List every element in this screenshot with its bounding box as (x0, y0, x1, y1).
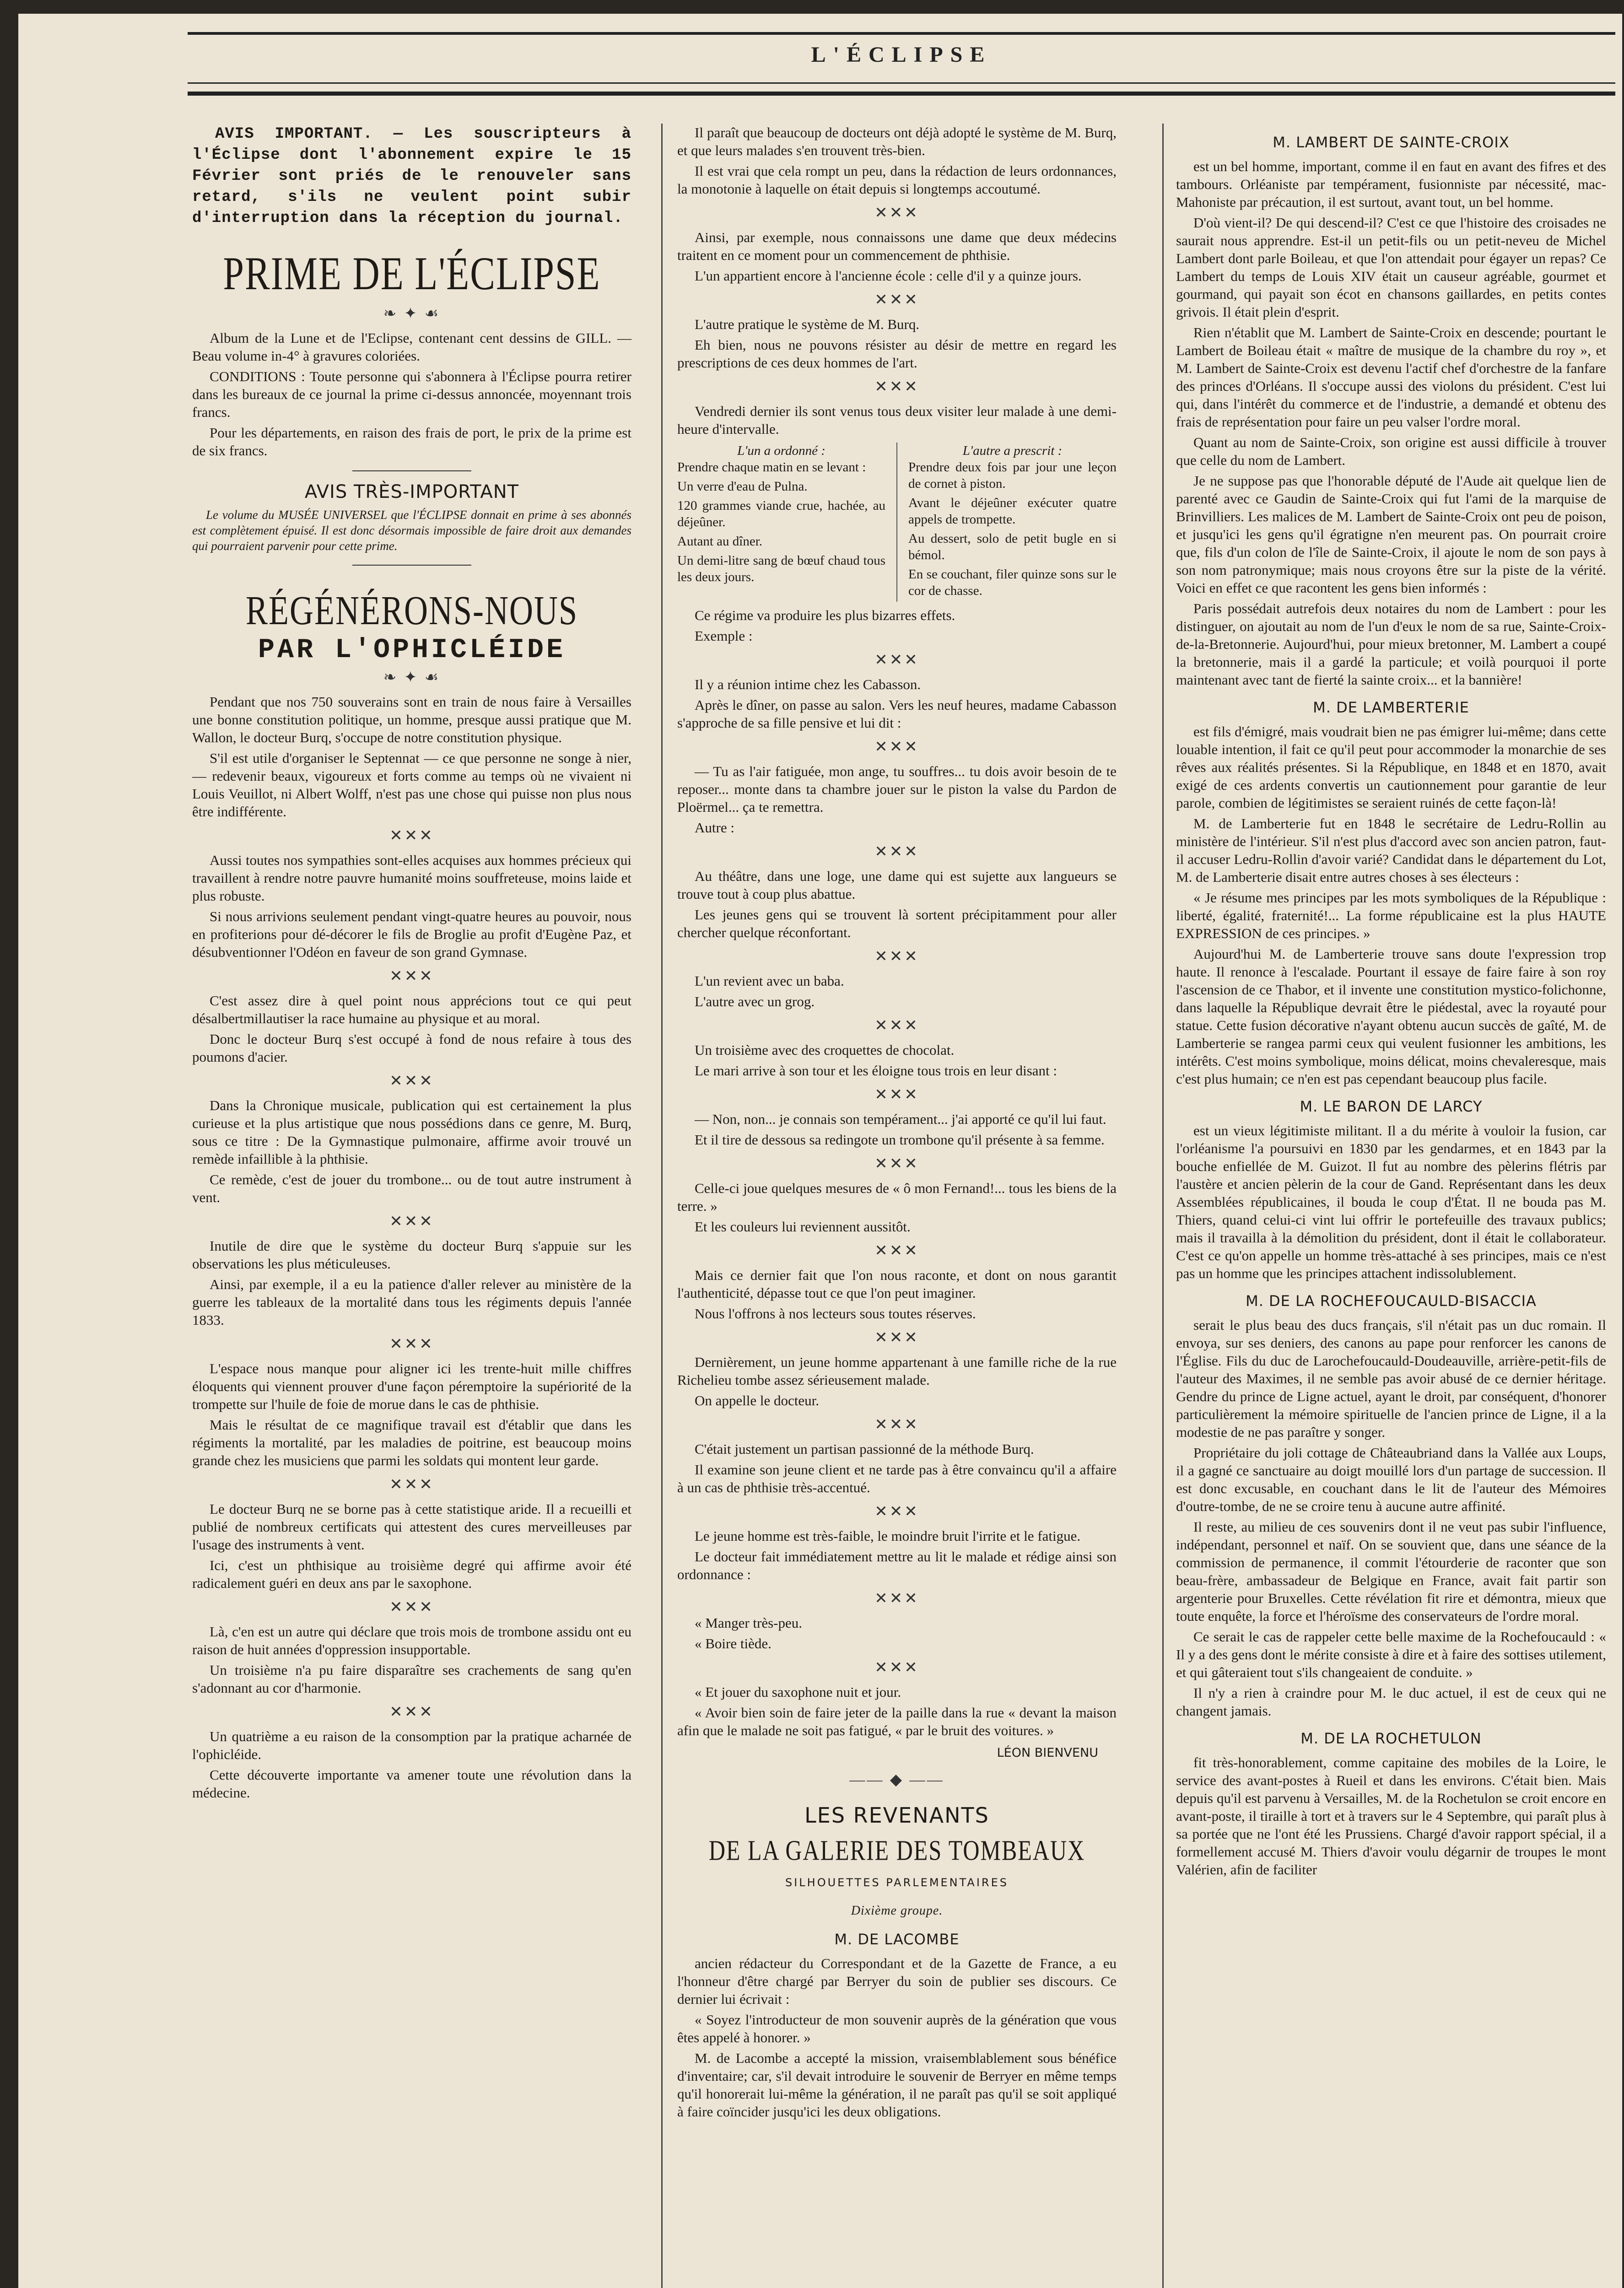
lacombe-heading: M. DE LACOMBE (834, 1931, 960, 1948)
paragraph: Le docteur Burq ne se borne pas à cette statistique aride. Il a recueilli et publié de nombreux certificats qui attestent des cures merveilleuses par l'usage des instruments à vent. (192, 1501, 631, 1553)
paragraph: L'autre avec un grog. (695, 993, 815, 1009)
paragraph: Là, c'en est un autre qui déclare que trois mois de trombone assidu ont eu raison de huit années d'oppression insupportable. (192, 1624, 631, 1657)
masthead (188, 32, 1615, 110)
prescription-item: Un demi-litre sang de bœuf chaud tous les deux jours. (677, 553, 885, 584)
prescriptions-table (677, 442, 1117, 602)
prescription-right-heading: L'autre a prescrit : (962, 443, 1063, 458)
prescription-left-heading: L'un a ordonné : (737, 443, 825, 458)
paragraph: L'espace nous manque pour aligner ici les trente-huit mille chiffres éloquents qui viennent prouver d'une façon péremptoire la supériorité de la trompette sur l'huile de foie de morue dans le cas de phthisie. (192, 1360, 631, 1412)
separator-ornament: ✕✕✕ (874, 291, 919, 308)
column-divider (661, 124, 663, 2288)
separator-ornament: ✕✕✕ (874, 739, 919, 755)
paragraph: Au théâtre, dans une loge, une dame qui est sujette aux langueurs se trouve tout à coup plus abattue. (677, 868, 1117, 902)
prescription-item: Avant le déjeûner exécuter quatre appels de trompette. (908, 496, 1117, 527)
article-body-continued (677, 124, 1117, 438)
paragraph: Il n'y a rien à craindre pour M. le duc actuel, il est de ceux qui ne changent jamais. (1176, 1685, 1606, 1719)
prescription-item: Prendre chaque matin en se levant : (677, 460, 866, 475)
paragraph: Un troisième avec des croquettes de chocolat. (695, 1042, 955, 1058)
paragraph: Il examine son jeune client et ne tarde pas à être convaincu qu'il a affaire à un cas de phthisie très-accentué. (677, 1462, 1117, 1495)
paragraph: « Avoir bien soin de faire jeter de la paille dans la rue « devant la maison afin que le malade ne soit pas fatigué, « par le bruit des voitures. » (677, 1705, 1117, 1738)
paragraph: Le docteur fait immédiatement mettre au lit le malade et rédige ainsi son ordonnance : (677, 1549, 1117, 1582)
article-body (192, 693, 631, 1802)
paragraph: ancien rédacteur du Correspondant et de la Gazette de France, a eu l'honneur d'être chargé par Berryer du soin de publier ses discours. Ce dernier lui écrivait : (677, 1955, 1117, 2007)
paragraph: Et il tire de dessous sa redingote un trombone qu'il présente à sa femme. (695, 1132, 1105, 1148)
paragraph: est fils d'émigré, mais voudrait bien ne pas émigrer lui-même; dans cette louable intention, il fait ce qu'il peut pour accommoder la monarchie de ses rêves aux réalités présentes. Si la République, en 1848 et en 1870, avait exigé de ces ardents convertis un cautionnement pour garantie de leur parole, combien de légitimistes se seraient ruinés de cette façon-là! (1176, 723, 1606, 811)
paragraph: Il reste, au milieu de ces souvenirs dont il ne veut pas subir l'influence, indépendant, personnel et naïf. On se souvient que, dans une séance de la commission de permanence, il commit l'étourderie de raconter que son beau-frère, ambassadeur de Belgique en France, avait fait partir son argenterie pour Bruxelles. Cette révélation fit rire et démontra, mieux que toute enquête, la force et l'héroïsme des conservateurs de l'ordre moral. (1176, 1519, 1606, 1624)
paragraph: « Soyez l'introducteur de mon souvenir auprès de la génération que vous êtes appelé à honorer. » (677, 2012, 1117, 2045)
paragraph: Après le dîner, on passe au salon. Vers les neuf heures, madame Cabasson s'approche de sa fille pensive et lui dit : (677, 697, 1117, 731)
paragraph: Le mari arrive à son tour et les éloigne tous trois en leur disant : (695, 1063, 1057, 1079)
silhouettes-label: SILHOUETTES PARLEMENTAIRES (785, 1876, 1009, 1889)
author-signature: LÉON BIENVENU (997, 1746, 1098, 1760)
paragraph: Rien n'établit que M. Lambert de Sainte-Croix en descende; pourtant le Lambert de Boileau était « maître de musique de la chambre du roy », et M. Lambert de Sainte-Croix est devenu l'actif chef d'orchestre de la fanfare des princes d'Orléans. Il s'occupe aussi des violons du président. C'est lui qui, dans l'intérêt du commerce et de l'industrie, a demandé et obtenu des frais de représentation pour faire un peu valser l'ordre moral. (1176, 324, 1606, 430)
paragraph: Eh bien, nous ne pouvons résister au désir de mettre en regard les prescriptions de ces deux hommes de l'art. (677, 337, 1117, 371)
paragraph: Donc le docteur Burq s'est occupé à fond de nous refaire à tous des poumons d'acier. (192, 1031, 631, 1065)
prescription-item: Au dessert, solo de petit bugle en si bémol. (908, 531, 1117, 562)
separator-ornament: ✕✕✕ (874, 1155, 919, 1172)
article-title: RÉGÉNÉRONS-NOUS (245, 588, 578, 633)
paragraph: Il est vrai que cela rompt un peu, dans la rédaction de leurs ordonnances, la monotonie à laquelle on était depuis si longtemps accoutumé. (677, 163, 1117, 197)
column-divider (1162, 124, 1164, 2288)
portraits (1176, 133, 1606, 1878)
paragraph: Nous l'offrons à nos lecteurs sous toutes réserves. (695, 1306, 976, 1322)
paragraph: « Manger très-peu. (695, 1615, 802, 1631)
paragraph: Quant au nom de Sainte-Croix, son origine est aussi difficile à trouver que celle du nom de Lambert. (1176, 434, 1606, 468)
paragraph: S'il est utile d'organiser le Septennat — ce que personne ne songe à nier, — redevenir beaux, vigoureux et forts comme au temps où ne vivaient ni Louis Veuillot, ni Albert Wolff, n'est pas une chose qui puisse non plus nous être indifférente. (192, 750, 631, 820)
paragraph: M. de Lacombe a accepté la mission, vraisemblablement sous bénéfice d'inventaire; car, s'il devait introduire le souvenir de Berryer en même temps qu'il honorerait lui-même la génération, il ne paraît pas qu'il se soit appliqué à faire coïncider jusqu'ici les deux obligations. (677, 2050, 1117, 2120)
paragraph: — Non, non... je connais son tempérament... j'ai apporté ce qu'il lui faut. (695, 1111, 1106, 1127)
separator-ornament: ✕✕✕ (874, 1086, 919, 1103)
separator-ornament: ✕✕✕ (874, 1659, 919, 1676)
paragraph: Et les couleurs lui reviennent aussitôt. (695, 1219, 911, 1235)
paragraph: Inutile de dire que le système du docteur Burq s'appuie sur les observations les plus méticuleuses. (192, 1238, 631, 1272)
avis-text: Le volume du MUSÉE UNIVERSEL que l'ÉCLIPSE donnait en prime à ses abonnés est complètement épuisé. Il est donc désormais impossible de faire droit aux demandes qui pourraient parvenir pour cette prime. (192, 508, 631, 553)
separator-ornament: ✕✕✕ (389, 968, 434, 985)
paragraph: Un quatrième a eu raison de la consomption par la pratique acharnée de l'ophicléide. (192, 1728, 631, 1762)
avis-title: AVIS TRÈS-IMPORTANT (304, 481, 519, 502)
paragraph: Il y a réunion intime chez les Cabasson. (695, 676, 921, 692)
separator-ornament: ✕✕✕ (874, 843, 919, 860)
paragraph: Ce régime va produire les plus bizarres effets. (695, 607, 955, 623)
portrait-heading: M. LAMBERT DE SAINTE-CROIX (1273, 134, 1510, 151)
paragraph: C'était justement un partisan passionné de la méthode Burq. (695, 1441, 1034, 1457)
paragraph: Ainsi, par exemple, il a eu la patience d'aller relever au ministère de la guerre les tableaux de la mortalité dans tous les régiments depuis l'année 1833. (192, 1276, 631, 1328)
divider (352, 565, 471, 566)
separator-ornament: ✕✕✕ (389, 1213, 434, 1230)
portrait-heading: M. DE LA ROCHETULON (1300, 1730, 1482, 1747)
separator-ornament: ✕✕✕ (874, 1503, 919, 1520)
revenants-subtitle: DE LA GALERIE DES TOMBEAUX (708, 1834, 1085, 1866)
paragraph: est un vieux légitimiste militant. Il a du mérite à vouloir la fusion, car l'orléanisme l'a poursuivi en 1830 par les gendarmes, et en 1843 par la bouche enfiellée de M. Guizot. Il fut au nombre des pèlerins flétris par l'austère et ancien pèlerin de la cour de Gand. Représentant dans les deux Assemblées républicaines, il bouda le coup d'État. Il ne bouda pas M. Thiers, quand celui-ci vint lui offrir le portefeuille des travaux publics; mais il travailla à la démolition du président, dont il était le collaborateur. C'est ce qu'on appelle un homme très-attaché à ses principes, mais ce n'est pas un homme que les principes attachent indissolublement. (1176, 1122, 1606, 1281)
paragraph: Un troisième n'a pu faire disparaître ses crachements de sang qu'en s'adonnant au cor d'harmonie. (192, 1662, 631, 1696)
separator-ornament: ✕✕✕ (874, 652, 919, 669)
paragraph: Ce remède, c'est de jouer du trombone... ou de tout autre instrument à vent. (192, 1171, 631, 1205)
prescription-item: En se couchant, filer quinze sons sur le cor de chasse. (908, 567, 1117, 598)
separator-ornament: ✕✕✕ (389, 1073, 434, 1090)
masthead-rule (188, 92, 1615, 96)
paragraph: Ici, c'est un phthisique au troisième degré qui affirme avoir été radicalement guéri en deux ans par le saxophone. (192, 1557, 631, 1591)
separator-ornament: ✕✕✕ (389, 1476, 434, 1493)
paragraph: Il paraît que beaucoup de docteurs ont déjà adopté le système de M. Burq, et que leurs malades s'en trouvent très-bien. (677, 124, 1117, 158)
paragraph: M. de Lamberterie fut en 1848 le secrétaire de Ledru-Rollin au ministère de l'intérieur. S'il n'est plus d'accord avec son ancien patron, faut-il accuser Ledru-Rollin d'avoir varié? Candidat dans le département du Lot, M. de Lamberterie disait entre autres choses à ses électeurs : (1176, 815, 1606, 885)
paragraph: serait le plus beau des ducs français, s'il n'était pas un duc romain. Il envoya, sur ses deniers, des canons au pape pour renforcer les canons de l'Église. Fils du duc de Larochefoucauld-Doudeauville, arrière-petit-fils de l'auteur des Maximes, il ne semble pas avoir abusé de ce dernier héritage. Gendre du prince de Ligne actuel, ayant le droit, par conséquent, d'honorer particulièrement la mémoire spirituelle de l'ancien prince de Ligne, il a la modestie de ne pas paraître y songer. (1176, 1317, 1606, 1440)
paragraph: Si nous arrivions seulement pendant vingt-quatre heures au pouvoir, nous en profiterions pour dé-décorer le fils de Broglie au profit d'Eugène Paz, et désubventionner l'Odéon en faveur de son grand Gymnase. (192, 908, 631, 960)
paragraph: Mais ce dernier fait que l'on nous raconte, et dont on nous garantit l'authenticité, dépasse tout ce que l'on peut imaginer. (677, 1267, 1117, 1301)
column-1 (192, 124, 631, 1804)
article-body-continued (677, 606, 1117, 1739)
column-3 (1176, 124, 1606, 1881)
paragraph: Exemple : (695, 628, 753, 644)
separator-ornament: ✕✕✕ (389, 1599, 434, 1616)
ornament: —— ◆ —— (849, 1771, 944, 1788)
portrait-heading: M. LE BARON DE LARCY (1300, 1098, 1483, 1115)
separator-ornament: ✕✕✕ (874, 1017, 919, 1034)
subscription-notice: AVIS IMPORTANT. — Les souscripteurs à l'Éclipse dont l'abonnement expire le 15 Février sont priés de le renouveler sans retard, s'ils ne veulent point subir d'interruption dans la réception du journal. (192, 125, 631, 227)
album-text: Album de la Lune et de l'Eclipse, contenant cent dessins de GILL. — Beau volume in-4° à gravures coloriées. (192, 330, 631, 364)
paragraph: C'est assez dire à quel point nous apprécions tout ce qui peut désalbertmillautiser la race humaine au physique et au moral. (192, 993, 631, 1026)
prescription-right (908, 442, 1117, 602)
paragraph: Le jeune homme est très-faible, le moindre bruit l'irrite et le fatigue. (695, 1528, 1081, 1544)
paragraph: Dans la Chronique musicale, publication qui est certainement la plus curieuse et la plus artistique que nous possédions dans ce genre, M. Burq, sous ce titre : De la Gymnastique pulmonaire, affirme avoir trouvé un remède infaillible à la phthisie. (192, 1097, 631, 1167)
ornament: ❧ ✦ ☙ (383, 305, 441, 322)
prime-title: PRIME DE L'ÉCLIPSE (223, 247, 601, 300)
departements-text: Pour les départements, en raison des frais de port, le prix de la prime est de six francs. (192, 425, 631, 459)
masthead-rule (188, 32, 1615, 35)
portrait-heading: M. DE LA ROCHEFOUCAULD-BISACCIA (1246, 1292, 1537, 1310)
paragraph: Je ne suppose pas que l'honorable député de l'Aude ait quelque lien de parenté avec ce Gaudin de Sainte-Croix qui fut l'ami de la marquise de Brinvilliers. Les malices de M. Lambert de Sainte-Croix ont peu de poison, et jusqu'ici les gens qu'il égratigne n'en meurent pas. On pourrait croire que, fils d'un colon de l'île de Sainte-Croix, il ajoute le nom de son pays à son nom patronymique; mais nous croyons être sur la piste de la vérité. Voici en effet ce que racontent les gens bien informés : (1176, 473, 1606, 596)
lacombe-text (677, 1954, 1117, 2121)
separator-ornament: ✕✕✕ (389, 1336, 434, 1353)
separator-ornament: ✕✕✕ (874, 1329, 919, 1346)
prescription-item: Un verre d'eau de Pulna. (677, 479, 808, 494)
column-2 (677, 124, 1117, 2123)
conditions-text: CONDITIONS : Toute personne qui s'abonnera à l'Éclipse pourra retirer dans les bureaux de ce journal la prime ci-dessus annoncée, moyennant trois francs. (192, 368, 631, 420)
paragraph: Paris possédait autrefois deux notaires du nom de Lambert : pour les distinguer, on ajoutait au nom de l'un d'eux le nom de sa rue, Sainte-Croix-de-la-Bretonnerie. Aujourd'hui, pour mieux bretonner, M. Lambert a coupé la bretonnerie, mais il a gardé la particule; et voilà pourquoi il porte maintenant avec tant de fierté la sainte croix... et la bannière! (1176, 600, 1606, 688)
paragraph: Les jeunes gens qui se trouvent là sortent précipitamment pour aller chercher quelque réconfortant. (677, 907, 1117, 940)
paragraph: est un bel homme, important, comme il en faut en avant des fifres et des tambours. Orléaniste par tempérament, fusionniste par nécessité, mac-Mahoniste par précaution, il est surtout, avant tout, un bel homme. (1176, 158, 1606, 210)
paragraph: On appelle le docteur. (695, 1392, 820, 1408)
separator-ornament: ✕✕✕ (874, 1242, 919, 1259)
separator-ornament: ✕✕✕ (389, 1704, 434, 1721)
paragraph: Aussi toutes nos sympathies sont-elles acquises aux hommes précieux qui travaillent à rendre notre pauvre humanité moins souffreteuse, moins laide et plus robuste. (192, 852, 631, 904)
paragraph: L'un appartient encore à l'ancienne école : celle d'il y a quinze jours. (695, 268, 1082, 284)
paragraph: fit très-honorablement, comme capitaine des mobiles de la Loire, le service des avant-postes à Rueil et dans les environs. C'était bien. Mais depuis qu'il est parvenu à Versailles, M. de la Rochetulon se croit encore en avant-poste, il tiraille à tort et à travers sur le 4 Septembre, qui paraît plus à sa portée que ne l'ont été les Prussiens. Chargé d'avoir rapport spécial, il a formellement accusé M. Thiers d'avoir voulu dégarnir de troupes le mont Valérien, afin de faciliter (1176, 1754, 1606, 1878)
paragraph: Ce serait le cas de rappeler cette belle maxime de la Rochefoucauld : « Il y a des gens dont le mérite consiste à dire et à faire des sottises utilement, et qui gâteraient tout s'ils changeaient de conduite. » (1176, 1629, 1606, 1680)
portrait-heading: M. DE LAMBERTERIE (1313, 699, 1469, 716)
ornament: ❧ ✦ ☙ (383, 669, 441, 686)
paragraph: Aujourd'hui M. de Lamberterie trouve sans doute l'expression trop haute. Il renonce à l'escalade. Pourtant il essaye de faire faire à son roy l'ascension de ce Thabor, et il invente une constitution mystico-folichonne, dans laquelle la République devrait être le piédestal, avec la royauté pour statue. Cette fusion décorative n'ayant obtenu aucun succès de gaîté, M. de Lamberterie se rangea parmi ceux qui veulent fusionner les ambitions, les intérêts. C'est moins symbolique, moins délicat, moins chevaleresque, mais c'est plus humain; ce n'en est pas cependant beaucoup plus facile. (1176, 946, 1606, 1087)
paragraph: D'où vient-il? De qui descend-il? C'est ce que l'histoire des croisades ne saurait nous apprendre. Est-il un petit-fils ou un petit-neveu de Michel Lambert dont parle Boileau, et que l'on attendait pour égayer un repas? Ce Lambert du temps de Louis XIV était un causeur agréable, gourmet et gourmand, qui payait son écot en chansons gaillardes, en petits contes grivois. Il était plein d'esprit. (1176, 215, 1606, 320)
separator-ornament: ✕✕✕ (389, 827, 434, 844)
paragraph: « Je résume mes principes par les mots symboliques de la République : liberté, égalité, fraternité!... La forme républicaine est la plus HAUTE EXPRESSION de ces principes. » (1176, 890, 1606, 941)
separator-ornament: ✕✕✕ (874, 1590, 919, 1607)
newspaper-page (18, 14, 1622, 2288)
paragraph: Dernièrement, un jeune homme appartenant à une famille riche de la rue Richelieu tombe assez sérieusement malade. (677, 1354, 1117, 1388)
revenants-title: LES REVENANTS (804, 1803, 989, 1828)
divider (352, 470, 471, 471)
prescription-item: Autant au dîner. (677, 534, 763, 549)
masthead-rule (188, 82, 1615, 84)
paragraph: L'un revient avec un baba. (695, 973, 844, 989)
separator-ornament: ✕✕✕ (874, 948, 919, 965)
separator-ornament: ✕✕✕ (874, 1416, 919, 1433)
paragraph: « Et jouer du saxophone nuit et jour. (695, 1684, 901, 1700)
article-subtitle: PAR L'OPHICLÉIDE (258, 635, 566, 666)
groupe-label: Dixième groupe. (851, 1904, 943, 1918)
masthead-title: L'ÉCLIPSE (811, 43, 992, 67)
separator-ornament: ✕✕✕ (874, 378, 919, 395)
prescription-divider (896, 442, 897, 602)
paragraph: Ainsi, par exemple, nous connaissons une dame que deux médecins traitent en ce moment pour un commencement de phthisie. (677, 229, 1117, 263)
paragraph: Cette découverte importante va amener toute une révolution dans la médecine. (192, 1767, 631, 1801)
paragraph: Autre : (695, 820, 734, 836)
prescription-left (677, 442, 885, 602)
paragraph: « Boire tiède. (695, 1635, 772, 1651)
prescription-item: 120 grammes viande crue, hachée, au déjeûner. (677, 498, 885, 529)
paragraph: Pendant que nos 750 souverains sont en train de nous faire à Versailles une bonne constitution politique, un homme, presque aussi pratique que M. Wallon, le docteur Burq, s'occupe de notre constitution physique. (192, 694, 631, 745)
paragraph: Propriétaire du joli cottage de Châteaubriand dans la Vallée aux Loups, il a gagné ce sanctuaire au doigt mouillé lors d'un partage de succession. Il est donc excusable, en couchant dans le lit de l'auteur des Mémoires d'outre-tombe, de ne se croire tenu à aucune autre affinité. (1176, 1445, 1606, 1514)
paragraph: Celle-ci joue quelques mesures de « ô mon Fernand!... tous les biens de la terre. » (677, 1180, 1117, 1214)
paragraph: Vendredi dernier ils sont venus tous deux visiter leur malade à une demi-heure d'intervalle. (677, 403, 1117, 437)
prescription-item: Prendre deux fois par jour une leçon de cornet à piston. (908, 460, 1117, 491)
paragraph: L'autre pratique le système de M. Burq. (695, 316, 920, 332)
paragraph: Mais le résultat de ce magnifique travail est d'établir que dans les régiments la mortalité, par les maladies de poitrine, est beaucoup moins grande chez les musiciens que parmi les soldats qui montent leur garde. (192, 1417, 631, 1468)
separator-ornament: ✕✕✕ (874, 205, 919, 221)
paragraph: — Tu as l'air fatiguée, mon ange, tu souffres... tu dois avoir besoin de te reposer... monte dans ta chambre jouer sur le piston la valse du Pardon de Ploërmel... ça te remettra. (677, 763, 1117, 815)
